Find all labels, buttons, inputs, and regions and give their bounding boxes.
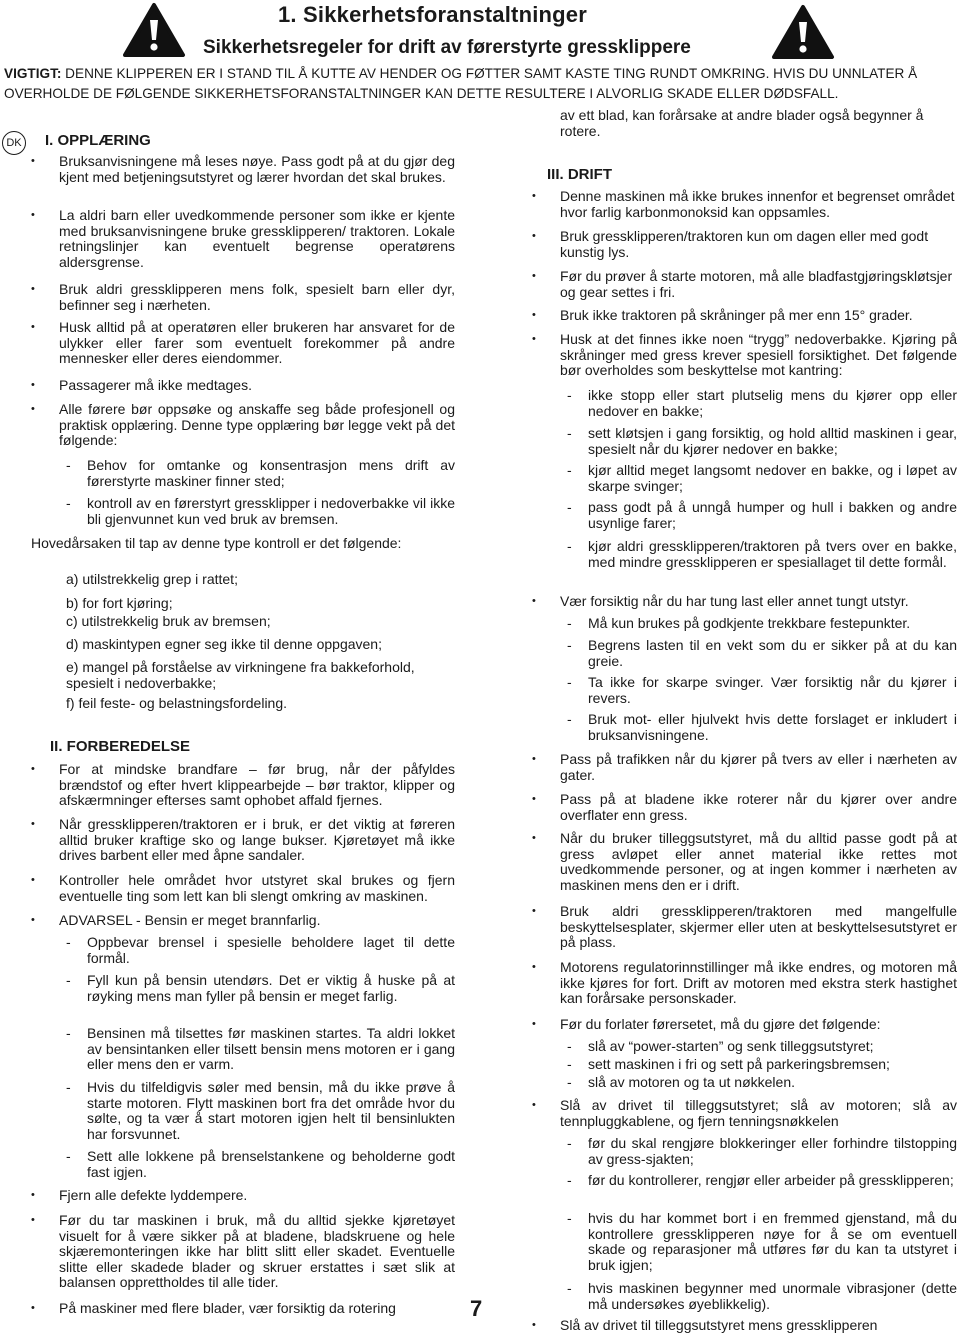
list-item: Fyll kun på bensin utendørs. Det er viktig å huske på at røyking mens man fyller på bensin er meget farlig. [87, 972, 455, 1004]
dash-marker: - [567, 1056, 572, 1072]
warning-triangle-icon [122, 2, 186, 58]
list-item: • Motorens regulatorinnstillinger må ikke endres, og motoren må ikke kjøres for fort. Drift av motoren med ekstra sterk hastighet kan forårsake personskader. [560, 960, 957, 1007]
list-item: • Bruk gressklipperen/traktoren kun om dagen eller med godt kunstig lys. [560, 229, 957, 260]
dash-marker: - [567, 387, 572, 403]
dash-marker: - [567, 1280, 572, 1296]
list-item: c) utilstrekkelig bruk av bremsen; [66, 613, 271, 629]
list-item: Behov for omtanke og konsentrasjon mens drift av førerstyrte maskiner finner sted; [87, 457, 455, 489]
warning-text: DENNE KLIPPEREN ER I STAND TIL Å KUTTE AV HENDER OG FØTTER SAMT KASTE TING RUNDT OMKRING. HVIS DU UNNLATER Å OVERHOLDE DE FØLGENDE SIKKERHETSFORANSTALTNINGER KAN DETTE RESULTERE I ALVORLIG SKADE ELLER DØDSFALL. [4, 66, 918, 101]
warning-triangle-icon [771, 4, 835, 60]
dash-marker: - [567, 1172, 572, 1188]
dash-marker: - [567, 1038, 572, 1054]
page-title: 1. Sikkerhetsforanstaltninger [278, 2, 588, 27]
list-item: a) utilstrekkelig grep i rattet; [66, 571, 238, 587]
list-item: Bruk mot- eller hjulvekt hvis dette forslaget er inkludert i bruksanvisningene. [588, 711, 957, 743]
dash-marker: - [66, 1079, 71, 1095]
list-item: • Bruk ikke traktoren på skråninger på mer enn 15° grader. [560, 308, 957, 324]
list-item: hvis maskinen begynner med unormale vibrasjoner (dette må undersøkes øyeblikkelig). [588, 1280, 957, 1312]
dash-marker: - [567, 615, 572, 631]
list-item: sett kløtsjen i gang forsiktig, og hold alltid maskinen i gear, spesielt når du kjører nedover en bakke; [588, 425, 957, 457]
list-item: hvis du har kommet bort i en fremmed gjenstand, må du kontrollere gressklipperen nøye for å se om eventuell skade og reparasjoner må utføres før du kan ta utstyret i bruk igjen; [588, 1210, 957, 1273]
list-item: d) maskintypen egner seg ikke til denne oppgaven; [66, 636, 382, 652]
warning-lead: VIGTIGT: [4, 66, 62, 81]
list-item: • Slå av drivet til tilleggsutstyret mens gressklipperen [560, 1318, 957, 1334]
paragraph: av ett blad, kan forårsake at andre blader også begynner å rotere. [560, 107, 924, 139]
list-item: • Når gressklipperen/traktoren er i bruk, er det viktig at føreren alltid bruker kraftige sko og lange bukser. Kjøretøyet må ikke drives barbent eller med åpne sandaler. [59, 817, 455, 864]
list-item: før du skal rengjøre blokkeringer eller forhindre tilstopping av gress-sjakten; [588, 1135, 957, 1167]
dash-marker: - [567, 538, 572, 554]
list-item: • For at mindske brandfare – før brug, når der påfyldes brændstof og efter hvert klippearbejde – bør traktor, klipper og afskærmninger efterses samt ophobet affald fjernes. [59, 762, 455, 809]
dash-marker: - [66, 934, 71, 950]
list-item: • På maskiner med flere blader, vær forsiktig da rotering [59, 1301, 455, 1317]
list-item: b) for fort kjøring; [66, 595, 173, 611]
list-item: Ta ikke for skarpe svinger. Vær forsiktig når du kjører i revers. [588, 674, 957, 706]
language-badge: DK [2, 131, 26, 155]
dash-marker: - [66, 495, 71, 511]
list-item: Begrens lasten til en vekt som du er sikker på at du kan greie. [588, 637, 957, 669]
list-item: før du kontrollerer, rengjør eller arbeider på gressklipperen; [588, 1172, 954, 1188]
dash-marker: - [567, 499, 572, 515]
list-item: • Før du forlater førersetet, må du gjøre det følgende: [560, 1017, 957, 1033]
list-item: f) feil feste- og belastningsfordeling. [66, 695, 288, 711]
list-item: sett maskinen i fri og sett på parkeringsbremsen; [588, 1056, 890, 1072]
page-subtitle: Sikkerhetsregeler for drift av førerstyrte gressklippere [203, 37, 691, 58]
list-item: Må kun brukes på godkjente trekkbare festepunkter. [588, 615, 911, 631]
list-item: kjør alltid meget langsomt nedover en bakke, og i løpet av skarpe svinger; [588, 462, 957, 494]
list-item: • La aldri barn eller uvedkommende personer som ikke er kjente med bruksanvisningene bruke gressklipperen/ traktoren. Lokale retningslinjer kan eventuelt begrense operatørens aldersgrense. [59, 208, 455, 270]
list-item: • Før du prøver å starte motoren, må alle bladfastgjøringskløtsjer og gear settes i fri. [560, 269, 957, 300]
list-item: slå av “power-starten” og senk tilleggsutstyret; [588, 1038, 874, 1054]
list-item: • Passagerer må ikke medtages. [59, 378, 455, 394]
list-item: • Alle førere bør oppsøke og anskaffe seg både profesjonell og praktisk opplæring. Denne type opplæring bør legge vekt på det følgende: [59, 402, 455, 449]
list-item: Bensinen må tilsettes før maskinen startes. Ta aldri lokket av bensintanken eller tilsett bensin mens motoren er i gang eller mens den er varm. [87, 1025, 455, 1073]
dash-marker: - [66, 1148, 71, 1164]
safety-warning [4, 64, 956, 104]
dash-marker: - [567, 1210, 572, 1226]
dash-marker: - [66, 1025, 71, 1041]
dash-marker: - [567, 462, 572, 478]
dash-marker: - [66, 457, 71, 473]
list-item: • Slå av drivet til tilleggsutstyret; slå av motoren; slå av tennpluggkablene, og fjern tenningsnøkkelen [560, 1098, 957, 1129]
dash-marker: - [567, 425, 572, 441]
list-item: pass godt på å unngå humper og hull i bakken og andre usynlige farer; [588, 499, 957, 531]
list-item: Hvis du tilfeldigvis søler med bensin, må du ikke prøve å starte motoren. Flytt maskinen bort fra det område hvor du sølte, og ta vær å start motoren igjen helt til bensinlukten har forsvunnet. [87, 1079, 455, 1142]
list-item: Oppbevar brensel i spesielle beholdere laget til dette formål. [87, 934, 455, 966]
list-item: • Vær forsiktig når du har tung last eller annet tungt utstyr. [560, 594, 957, 610]
list-item: • Pass på trafikken når du kjører på tvers av eller i nærheten av gater. [560, 752, 957, 783]
section-heading-operation: III. DRIFT [547, 166, 612, 183]
dash-marker: - [567, 1135, 572, 1151]
list-item: • Bruk aldri gressklipperen mens folk, spesielt barn eller dyr, befinner seg i nærheten. [59, 282, 455, 313]
dash-marker: - [567, 711, 572, 727]
section-heading-preparation: II. FORBEREDELSE [50, 738, 191, 755]
list-item: • Fjern alle defekte lyddempere. [59, 1188, 455, 1204]
list-item: slå av motoren og ta ut nøkkelen. [588, 1074, 795, 1090]
list-item: Sett alle lokkene på brenselstankene og beholderne godt fast igjen. [87, 1148, 455, 1180]
list-item: • Når du bruker tilleggsutstyret, må du alltid passe godt på at gress avløpet eller annet material ikke rettes mot uvedkommende personer, og at ingen kommer i nærheten av maskinen mens den er i drift. [560, 831, 957, 893]
list-item: kontroll av en førerstyrt gressklipper i nedoverbakke vil ikke bli gjenvunnet kun ved bruk av bremsen. [87, 495, 455, 527]
list-item: • Før du tar maskinen i bruk, må du alltid sjekke kjøretøyet visuelt for å være sikker på at bladene, bladskruene og hele skjæremonteringen ikke har blitt slitt eller skadet. Eventuelle slitte eller skadede blader og skruer erstattes i sæt slik at balansen opprettholdes til alle tider. [59, 1213, 455, 1291]
list-item: • ADVARSEL - Bensin er meget brannfarlig. [59, 913, 455, 929]
list-item: • Pass på at bladene ikke roterer når du kjører over andre overflater enn gress. [560, 792, 957, 823]
list-item: kjør aldri gressklipperen/traktoren på tvers over en bakke, med mindre gressklipperen er spesiallaget til dette formål. [588, 538, 957, 570]
list-item: ikke stopp eller start plutselig mens du kjører opp eller nedover en bakke; [588, 387, 957, 419]
list-item: • Bruksanvisningene må leses nøye. Pass godt på at du gjør deg kjent med betjeningsutstyret og lærer hvordan det skal brukes. [59, 154, 455, 185]
dash-marker: - [567, 1074, 572, 1090]
section-heading-training: I. OPPLÆRING [45, 132, 151, 149]
list-item: • Kontroller hele området hvor utstyret skal brukes og fjern eventuelle ting som lett kan bli slengt omkring av maskinen. [59, 873, 455, 904]
list-item: e) mangel på forståelse av virkningene fra bakkeforhold, spesielt i nedoverbakke; [66, 659, 415, 691]
dash-marker: - [66, 972, 71, 988]
dash-marker: - [567, 674, 572, 690]
list-item: • Husk at det finnes ikke noen “trygg” nedoverbakke. Kjøring på skråninger med gress krever spesiell forsiktighet. Det følgende bør overholdes som beskyttelse mot kantring: [560, 332, 957, 379]
page-number: 7 [470, 1296, 483, 1321]
list-item: • Bruk aldri gressklipperen/traktoren med mangelfulle beskyttelsesplater, skjermer eller uten at beskyttelsesutstyret er på plass. [560, 904, 957, 951]
paragraph: Hovedårsaken til tap av denne type kontroll er det følgende: [31, 535, 402, 551]
list-item: • Husk alltid på at operatøren eller brukeren har ansvaret for de ulykker eller farer som eventuelt forekommer på andre mennesker eller deres eiendommer. [59, 320, 455, 367]
dash-marker: - [567, 637, 572, 653]
list-item: • Denne maskinen må ikke brukes innenfor et begrenset området hvor farlig karbonmonoksid kan oppsamles. [560, 189, 957, 220]
